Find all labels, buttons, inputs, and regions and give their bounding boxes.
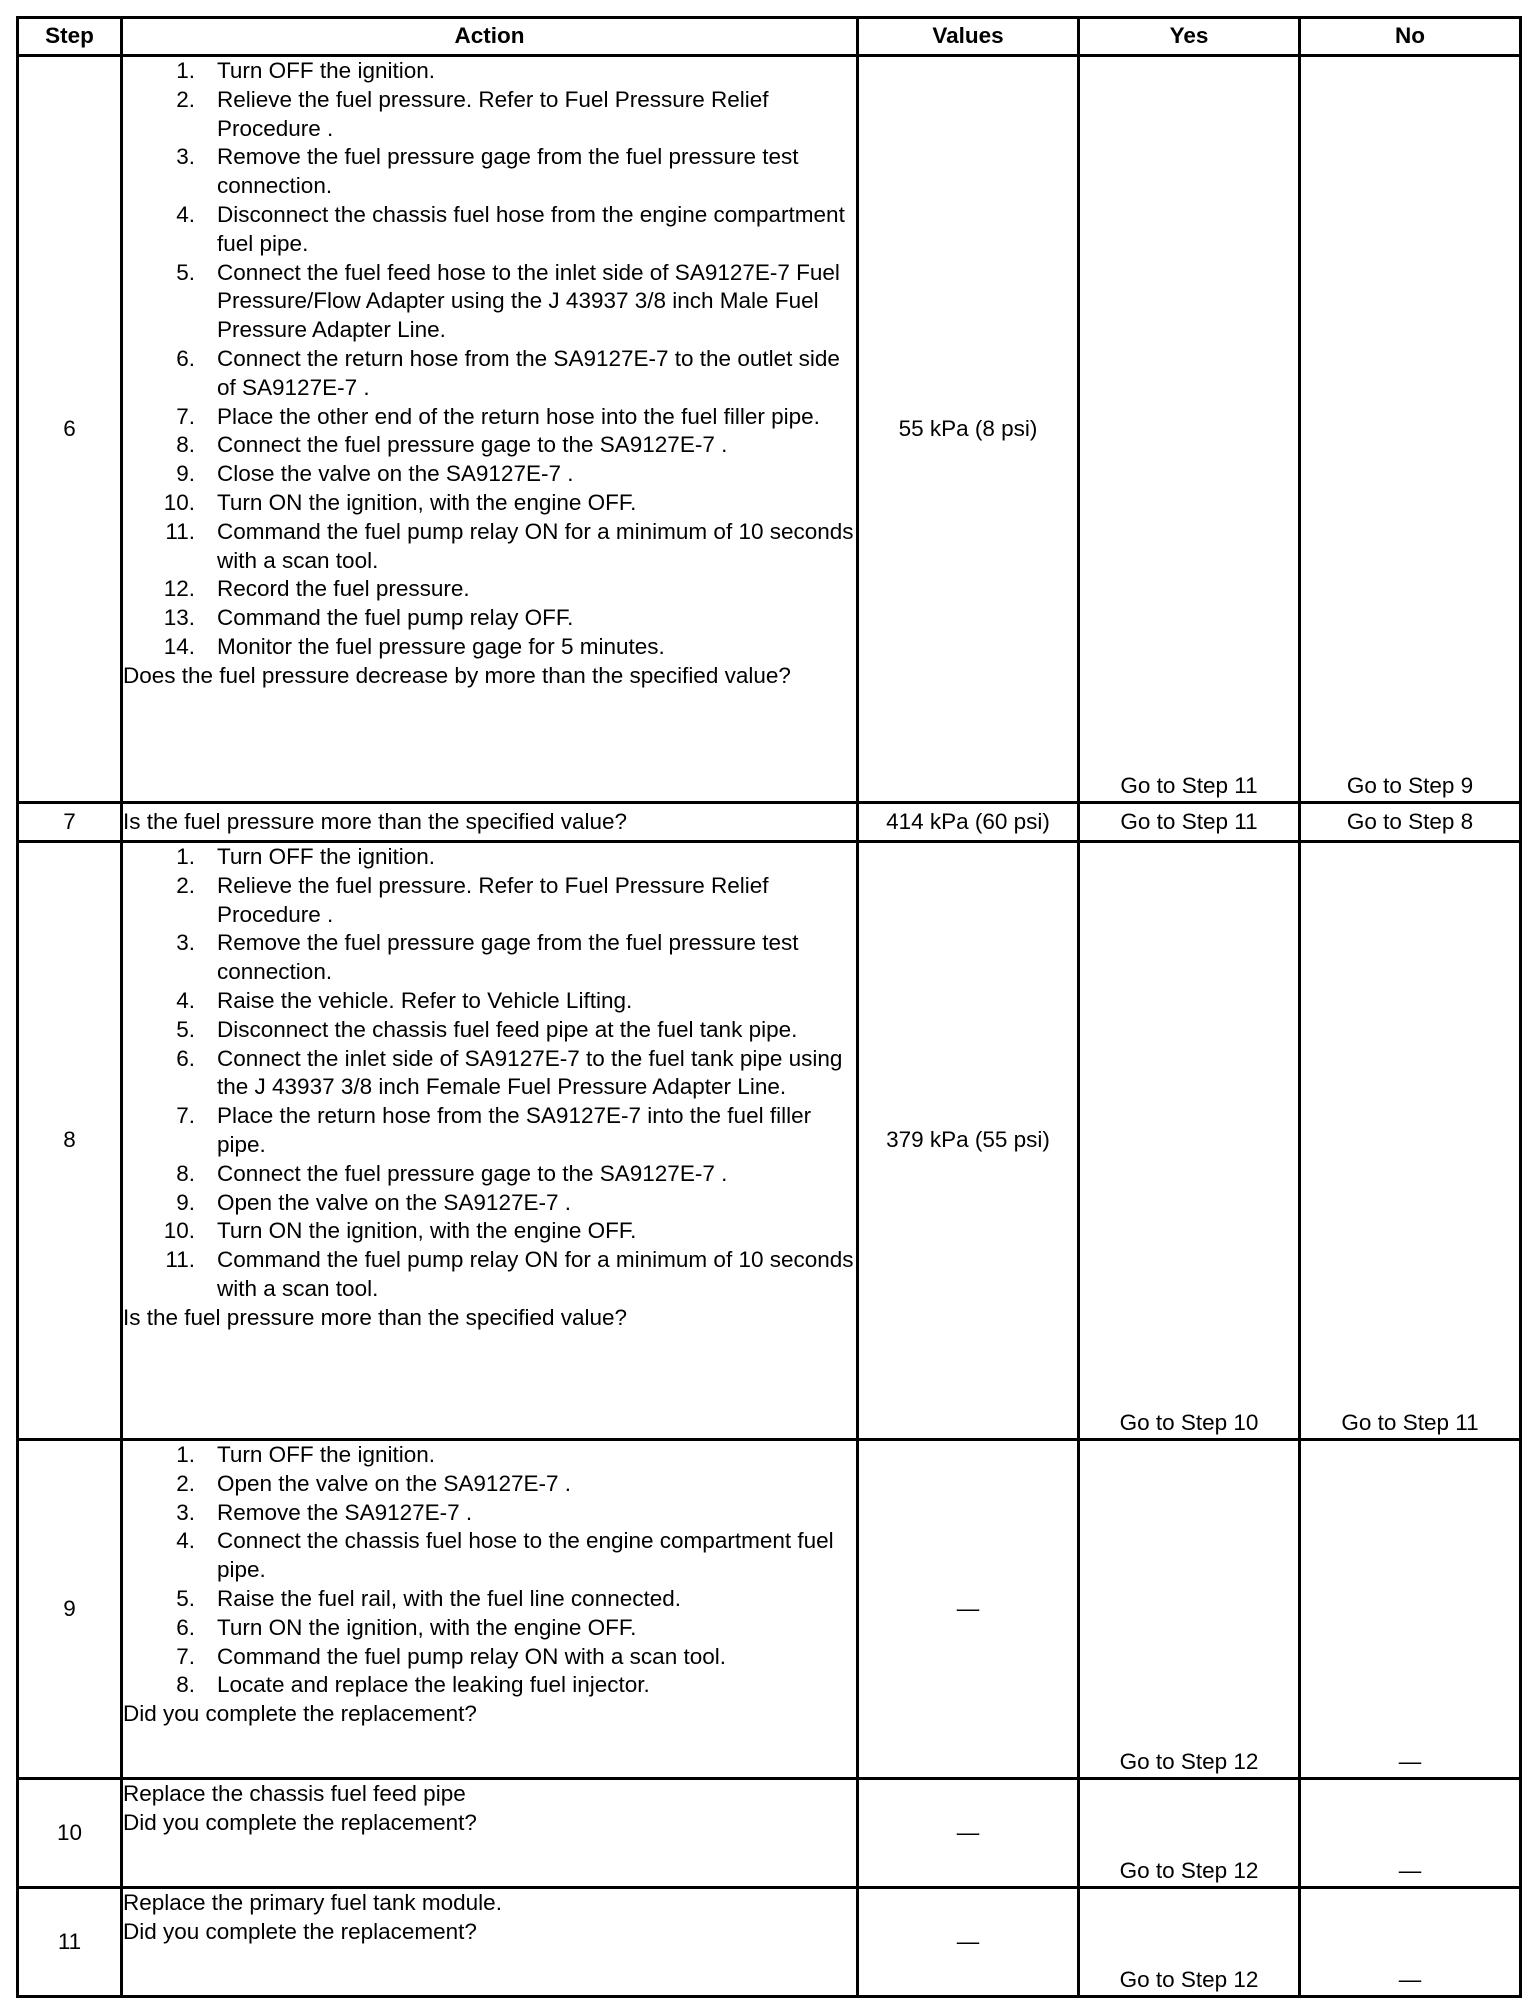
procedure-item: 4. Raise the vehicle. Refer to Vehicle Lifting. — [176, 987, 633, 1013]
procedure-list — [123, 843, 856, 1304]
procedure-item: 8. Locate and replace the leaking fuel injector. — [176, 1672, 650, 1698]
action-question: Is the fuel pressure more than the specified value? — [123, 808, 628, 834]
procedure-item: 9. Open the valve on the SA9127E-7 . — [176, 1189, 571, 1215]
procedure-item: 7. Place the return hose from the SA9127E-7 into the fuel filler pipe. — [176, 1103, 812, 1157]
procedure-list — [123, 1441, 856, 1700]
table-row-step-7 — [18, 803, 1521, 842]
action-question: Is the fuel pressure more than the specified value? — [123, 1304, 628, 1330]
no-cell: — — [1300, 1440, 1521, 1779]
procedure-item: 1. Turn OFF the ignition. — [176, 844, 436, 869]
value-cell: 55 kPa (8 psi) — [858, 56, 1079, 803]
no-cell: Go to Step 9 — [1300, 56, 1521, 803]
step-number: 10 — [18, 1779, 122, 1888]
action-question: Did you complete the replacement? — [123, 1918, 477, 1944]
step-number: 8 — [18, 842, 122, 1440]
action-question: Did you complete the replacement? — [123, 1809, 477, 1835]
value-cell: 379 kPa (55 psi) — [858, 842, 1079, 1440]
procedure-item: 1. Turn OFF the ignition. — [176, 58, 436, 83]
action-question: Does the fuel pressure decrease by more than the specified value? — [123, 662, 791, 688]
table-row-step-6 — [18, 56, 1521, 803]
no-cell: — — [1300, 1779, 1521, 1888]
diagnostic-table — [16, 16, 1522, 1998]
procedure-item: 10. Turn ON the ignition, with the engine OFF. — [163, 1218, 637, 1244]
step-number: 9 — [18, 1440, 122, 1779]
procedure-item: 8. Connect the fuel pressure gage to the SA9127E-7 . — [176, 1160, 728, 1186]
procedure-item: 5. Raise the fuel rail, with the fuel line connected. — [176, 1585, 682, 1611]
action-cell — [122, 842, 858, 1440]
header-yes: Yes — [1079, 18, 1300, 56]
yes-cell: Go to Step 10 — [1079, 842, 1300, 1440]
procedure-item: 10. Turn ON the ignition, with the engine OFF. — [163, 489, 637, 515]
value-cell: 414 kPa (60 psi) — [858, 803, 1079, 842]
procedure-item: 2. Open the valve on the SA9127E-7 . — [176, 1470, 571, 1496]
yes-cell: Go to Step 12 — [1079, 1888, 1300, 1997]
procedure-item: 14. Monitor the fuel pressure gage for 5 minutes. — [163, 633, 665, 659]
yes-cell: Go to Step 11 — [1079, 803, 1300, 842]
procedure-item: 8. Connect the fuel pressure gage to the SA9127E-7 . — [176, 432, 728, 458]
procedure-item: 7. Place the other end of the return hose into the fuel filler pipe. — [176, 403, 820, 429]
table-row-step-11 — [18, 1888, 1521, 1997]
action-cell — [122, 1440, 858, 1779]
action-question: Did you complete the replacement? — [123, 1701, 477, 1727]
procedure-item: 5. Connect the fuel feed hose to the inlet side of SA9127E-7 Fuel Pressure/Flow Adapter using the J 43937 3/8 inch Male Fuel Pressure Adapter Line. — [176, 259, 840, 343]
action-cell — [122, 1888, 858, 1997]
no-cell: Go to Step 8 — [1300, 803, 1521, 842]
action-cell — [122, 56, 858, 803]
table-row-step-10 — [18, 1779, 1521, 1888]
procedure-item: 2. Relieve the fuel pressure. Refer to Fuel Pressure Relief Procedure . — [176, 86, 769, 141]
procedure-item: 3. Remove the fuel pressure gage from the fuel pressure test connection. — [176, 144, 799, 199]
procedure-item: 3. Remove the SA9127E-7 . — [176, 1499, 473, 1525]
action-cell — [122, 1779, 858, 1888]
procedure-item: 5. Disconnect the chassis fuel feed pipe at the fuel tank pipe. — [176, 1016, 798, 1042]
procedure-item: 11. Command the fuel pump relay ON for a minimum of 10 seconds with a scan tool. — [165, 1247, 854, 1301]
header-action: Action — [122, 18, 858, 56]
table-row-step-9 — [18, 1440, 1521, 1779]
procedure-list — [123, 57, 856, 662]
procedure-item: 1. Turn OFF the ignition. — [176, 1442, 436, 1467]
action-instruction: Replace the chassis fuel feed pipe — [123, 1781, 466, 1806]
no-cell: Go to Step 11 — [1300, 842, 1521, 1440]
yes-cell: Go to Step 11 — [1079, 56, 1300, 803]
step-number: 6 — [18, 56, 122, 803]
procedure-item: 3. Remove the fuel pressure gage from the fuel pressure test connection. — [176, 930, 799, 985]
action-instruction: Replace the primary fuel tank module. — [123, 1890, 502, 1915]
table-row-step-8 — [18, 842, 1521, 1440]
procedure-item: 6. Turn ON the ignition, with the engine OFF. — [176, 1614, 637, 1640]
step-number: 7 — [18, 803, 122, 842]
procedure-item: 7. Command the fuel pump relay ON with a scan tool. — [176, 1643, 726, 1669]
procedure-item: 12. Record the fuel pressure. — [163, 576, 470, 602]
procedure-item: 9. Close the valve on the SA9127E-7 . — [176, 461, 574, 487]
header-row — [18, 18, 1521, 56]
procedure-item: 13. Command the fuel pump relay OFF. — [163, 605, 574, 631]
step-number: 11 — [18, 1888, 122, 1997]
no-cell: — — [1300, 1888, 1521, 1997]
header-values: Values — [858, 18, 1079, 56]
procedure-item: 6. Connect the return hose from the SA9127E-7 to the outlet side of SA9127E-7 . — [176, 345, 840, 400]
procedure-item: 4. Connect the chassis fuel hose to the engine compartment fuel pipe. — [176, 1528, 834, 1583]
action-cell — [122, 803, 858, 842]
yes-cell: Go to Step 12 — [1079, 1440, 1300, 1779]
procedure-item: 6. Connect the inlet side of SA9127E-7 to the fuel tank pipe using the J 43937 3/8 inch Female Fuel Pressure Adapter Line. — [176, 1045, 843, 1100]
procedure-item: 4. Disconnect the chassis fuel hose from the engine compartment fuel pipe. — [176, 201, 845, 256]
value-cell: — — [858, 1888, 1079, 1997]
header-no: No — [1300, 18, 1521, 56]
procedure-item: 11. Command the fuel pump relay ON for a minimum of 10 seconds with a scan tool. — [165, 518, 854, 573]
yes-cell: Go to Step 12 — [1079, 1779, 1300, 1888]
value-cell: — — [858, 1779, 1079, 1888]
header-step: Step — [18, 18, 122, 56]
procedure-item: 2. Relieve the fuel pressure. Refer to Fuel Pressure Relief Procedure . — [176, 872, 769, 927]
value-cell: — — [858, 1440, 1079, 1779]
